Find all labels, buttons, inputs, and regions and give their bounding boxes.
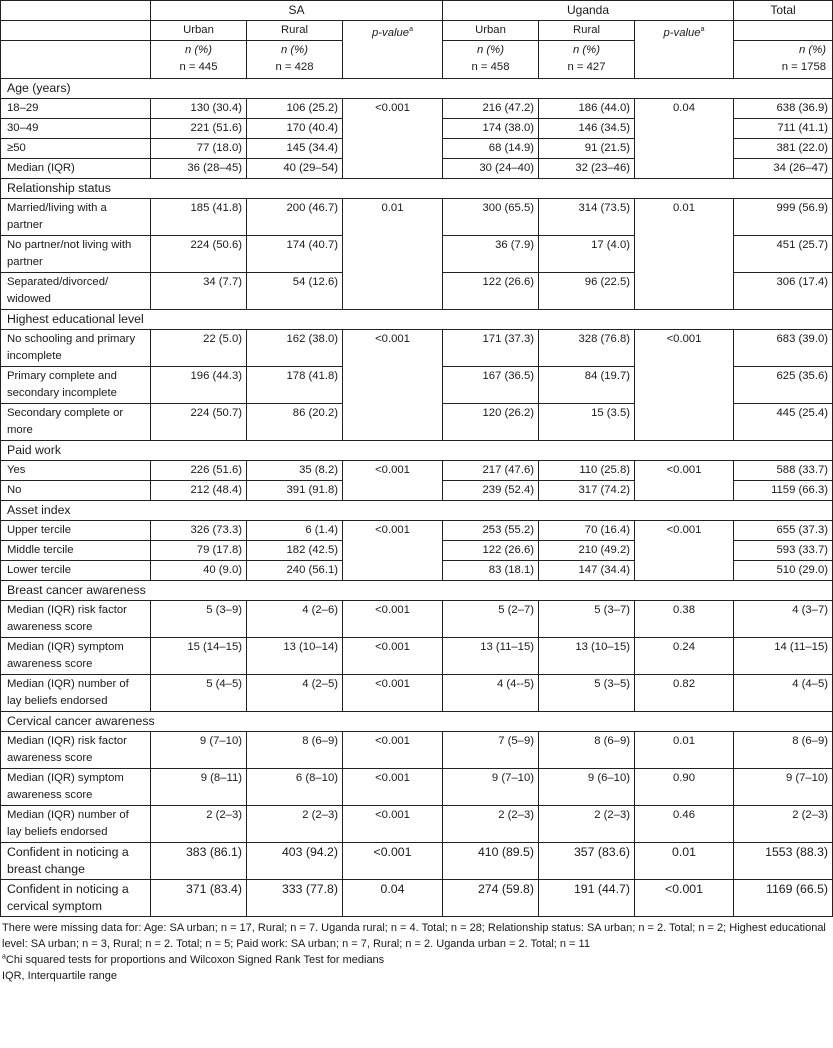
sa-pvalue: <0.001 bbox=[343, 675, 443, 712]
row-label: Median (IQR) bbox=[1, 159, 151, 179]
sa-rural-value: 178 (41.8) bbox=[247, 367, 343, 404]
ug-rural-value: 5 (3–5) bbox=[539, 675, 635, 712]
ug-urban-value: 171 (37.3) bbox=[443, 330, 539, 367]
ug-urban-value: 13 (11–15) bbox=[443, 638, 539, 675]
ug-pvalue: <0.001 bbox=[635, 461, 734, 501]
sa-pvalue: <0.001 bbox=[343, 843, 443, 880]
sa-rural-value: 35 (8.2) bbox=[247, 461, 343, 481]
sa-rural-value: 182 (42.5) bbox=[247, 541, 343, 561]
sa-rural-value: 391 (91.8) bbox=[247, 481, 343, 501]
total-value: 588 (33.7) bbox=[734, 461, 833, 481]
ug-urban-value: 122 (26.6) bbox=[443, 541, 539, 561]
sa-urban-value: 9 (8–11) bbox=[151, 769, 247, 806]
footnote-tests: $^a$Chi squared tests for proportions and Wilcoxon Signed Rank Test for medians bbox=[2, 953, 385, 966]
total-value: 8 (6–9) bbox=[734, 732, 833, 769]
sa-urban-value: 5 (3–9) bbox=[151, 601, 247, 638]
ug-urban-value: 300 (65.5) bbox=[443, 199, 539, 236]
row-label: 18–29 bbox=[1, 99, 151, 119]
total-value: 711 (41.1) bbox=[734, 119, 833, 139]
header-ug-pvalue: p-value$^a$ bbox=[635, 21, 734, 79]
sa-pvalue: <0.001 bbox=[343, 521, 443, 581]
sa-rural-value: 403 (94.2) bbox=[247, 843, 343, 880]
section-header bbox=[1, 79, 833, 99]
total-value: 1553 (88.3) bbox=[734, 843, 833, 880]
sa-urban-value: 9 (7–10) bbox=[151, 732, 247, 769]
ug-rural-value: 5 (3–7) bbox=[539, 601, 635, 638]
row-label: Secondary complete or more bbox=[1, 404, 151, 441]
header-ug-urban-n: n (%) n = 458 bbox=[443, 41, 539, 79]
ug-rural-value: 147 (34.4) bbox=[539, 561, 635, 581]
header-sa-urban: Urban bbox=[151, 21, 247, 41]
row-label: Primary complete and secondary incomplete bbox=[1, 367, 151, 404]
ug-rural-value: 8 (6–9) bbox=[539, 732, 635, 769]
ug-rural-value: 70 (16.4) bbox=[539, 521, 635, 541]
sa-urban-value: 196 (44.3) bbox=[151, 367, 247, 404]
ug-urban-value: 120 (26.2) bbox=[443, 404, 539, 441]
total-value: 683 (39.0) bbox=[734, 330, 833, 367]
row-label: Middle tercile bbox=[1, 541, 151, 561]
table-row bbox=[1, 806, 833, 843]
header-row-country bbox=[1, 1, 833, 21]
ug-pvalue: 0.46 bbox=[635, 806, 734, 843]
ug-rural-value: 191 (44.7) bbox=[539, 880, 635, 917]
sa-pvalue: <0.001 bbox=[343, 461, 443, 501]
table-footnotes bbox=[0, 917, 830, 984]
total-value: 638 (36.9) bbox=[734, 99, 833, 119]
sa-urban-value: 130 (30.4) bbox=[151, 99, 247, 119]
table-row bbox=[1, 99, 833, 119]
total-value: 34 (26–47) bbox=[734, 159, 833, 179]
sa-pvalue: 0.04 bbox=[343, 880, 443, 917]
ug-rural-value: 146 (34.5) bbox=[539, 119, 635, 139]
sa-rural-value: 54 (12.6) bbox=[247, 273, 343, 310]
sa-urban-value: 326 (73.3) bbox=[151, 521, 247, 541]
sa-rural-value: 6 (8–10) bbox=[247, 769, 343, 806]
ug-rural-value: 84 (19.7) bbox=[539, 367, 635, 404]
ug-rural-value: 2 (2–3) bbox=[539, 806, 635, 843]
ug-urban-value: 167 (36.5) bbox=[443, 367, 539, 404]
sa-rural-value: 170 (40.4) bbox=[247, 119, 343, 139]
sa-rural-value: 40 (29–54) bbox=[247, 159, 343, 179]
row-label: Married/living with a partner bbox=[1, 199, 151, 236]
ug-urban-value: 174 (38.0) bbox=[443, 119, 539, 139]
ug-pvalue: <0.001 bbox=[635, 880, 734, 917]
sa-rural-value: 4 (2–6) bbox=[247, 601, 343, 638]
ug-urban-value: 5 (2–7) bbox=[443, 601, 539, 638]
header-ug-urban: Urban bbox=[443, 21, 539, 41]
header-total-n: n (%) n = 1758 bbox=[734, 41, 833, 79]
ug-rural-value: 17 (4.0) bbox=[539, 236, 635, 273]
footnote-iqr: IQR, Interquartile range bbox=[2, 970, 117, 982]
sa-urban-value: 221 (51.6) bbox=[151, 119, 247, 139]
row-label: Lower tercile bbox=[1, 561, 151, 581]
sa-urban-value: 40 (9.0) bbox=[151, 561, 247, 581]
header-empty-cell bbox=[1, 1, 151, 21]
sa-pvalue: <0.001 bbox=[343, 330, 443, 441]
table-row bbox=[1, 461, 833, 481]
ug-pvalue: 0.01 bbox=[635, 732, 734, 769]
table-row bbox=[1, 769, 833, 806]
ug-urban-value: 30 (24–40) bbox=[443, 159, 539, 179]
ug-pvalue: 0.38 bbox=[635, 601, 734, 638]
sa-urban-value: 212 (48.4) bbox=[151, 481, 247, 501]
ug-urban-value: 7 (5–9) bbox=[443, 732, 539, 769]
ug-urban-value: 274 (59.8) bbox=[443, 880, 539, 917]
total-value: 4 (3–7) bbox=[734, 601, 833, 638]
sa-urban-value: 224 (50.6) bbox=[151, 236, 247, 273]
sa-urban-value: 226 (51.6) bbox=[151, 461, 247, 481]
header-sa-rural-n: n (%) n = 428 bbox=[247, 41, 343, 79]
ug-urban-value: 216 (47.2) bbox=[443, 99, 539, 119]
sa-rural-value: 162 (38.0) bbox=[247, 330, 343, 367]
row-label: Median (IQR) risk factor awareness score bbox=[1, 732, 151, 769]
footnote-missing-data: There were missing data for: Age: SA urban; n = 17, Rural; n = 7. Uganda rural; n = 4. Total; n = 28; Relationship status: SA urban; n = 2. Total; n = 2; Highest educational level: SA urban; n = 3, Rural; n = 2. Total; n = 5; Paid work: SA urban; n = 7, Rural; n = 2. Uganda urban = 2. Total; n = 11 bbox=[2, 922, 826, 950]
header-uganda: Uganda bbox=[443, 1, 734, 21]
row-label: Median (IQR) symptom awareness score bbox=[1, 769, 151, 806]
sa-urban-value: 224 (50.7) bbox=[151, 404, 247, 441]
row-label: 30–49 bbox=[1, 119, 151, 139]
total-value: 510 (29.0) bbox=[734, 561, 833, 581]
ug-rural-value: 13 (10–15) bbox=[539, 638, 635, 675]
ug-pvalue: 0.01 bbox=[635, 843, 734, 880]
table-row bbox=[1, 675, 833, 712]
header-ug-rural: Rural bbox=[539, 21, 635, 41]
ug-urban-value: 2 (2–3) bbox=[443, 806, 539, 843]
header-sa: SA bbox=[151, 1, 443, 21]
ug-urban-value: 253 (55.2) bbox=[443, 521, 539, 541]
table-row bbox=[1, 330, 833, 367]
section-header bbox=[1, 581, 833, 601]
sa-rural-value: 240 (56.1) bbox=[247, 561, 343, 581]
section-title: Cervical cancer awareness bbox=[1, 712, 833, 732]
sa-pvalue: 0.01 bbox=[343, 199, 443, 310]
header-row-setting bbox=[1, 21, 833, 41]
row-label: Median (IQR) number of lay beliefs endorsed bbox=[1, 806, 151, 843]
table-row bbox=[1, 732, 833, 769]
total-value: 1169 (66.5) bbox=[734, 880, 833, 917]
row-label: Separated/divorced/ widowed bbox=[1, 273, 151, 310]
row-label: Confident in noticing a breast change bbox=[1, 843, 151, 880]
ug-rural-value: 210 (49.2) bbox=[539, 541, 635, 561]
ug-urban-value: 239 (52.4) bbox=[443, 481, 539, 501]
total-value: 999 (56.9) bbox=[734, 199, 833, 236]
ug-urban-value: 68 (14.9) bbox=[443, 139, 539, 159]
section-header bbox=[1, 501, 833, 521]
sa-rural-value: 333 (77.8) bbox=[247, 880, 343, 917]
ug-pvalue: 0.04 bbox=[635, 99, 734, 179]
ug-rural-value: 15 (3.5) bbox=[539, 404, 635, 441]
section-header bbox=[1, 179, 833, 199]
sa-rural-value: 174 (40.7) bbox=[247, 236, 343, 273]
sa-urban-value: 185 (41.8) bbox=[151, 199, 247, 236]
sa-rural-value: 8 (6–9) bbox=[247, 732, 343, 769]
ug-rural-value: 91 (21.5) bbox=[539, 139, 635, 159]
sa-urban-value: 77 (18.0) bbox=[151, 139, 247, 159]
sa-pvalue: <0.001 bbox=[343, 638, 443, 675]
sa-urban-value: 5 (4–5) bbox=[151, 675, 247, 712]
section-title: Asset index bbox=[1, 501, 833, 521]
total-value: 2 (2–3) bbox=[734, 806, 833, 843]
sa-rural-value: 2 (2–3) bbox=[247, 806, 343, 843]
section-header bbox=[1, 712, 833, 732]
total-value: 445 (25.4) bbox=[734, 404, 833, 441]
table-row bbox=[1, 843, 833, 880]
ug-rural-value: 96 (22.5) bbox=[539, 273, 635, 310]
table-row bbox=[1, 199, 833, 236]
ug-urban-value: 4 (4--5) bbox=[443, 675, 539, 712]
section-title: Relationship status bbox=[1, 179, 833, 199]
header-sa-urban-n: n (%) n = 445 bbox=[151, 41, 247, 79]
row-label: Confident in noticing a cervical symptom bbox=[1, 880, 151, 917]
total-value: 451 (25.7) bbox=[734, 236, 833, 273]
sa-rural-value: 6 (1.4) bbox=[247, 521, 343, 541]
total-value: 306 (17.4) bbox=[734, 273, 833, 310]
ug-rural-value: 110 (25.8) bbox=[539, 461, 635, 481]
sa-pvalue: <0.001 bbox=[343, 806, 443, 843]
sa-pvalue: <0.001 bbox=[343, 99, 443, 179]
row-label: No schooling and primary incomplete bbox=[1, 330, 151, 367]
section-title: Highest educational level bbox=[1, 310, 833, 330]
sa-pvalue: <0.001 bbox=[343, 769, 443, 806]
section-header bbox=[1, 441, 833, 461]
section-title: Age (years) bbox=[1, 79, 833, 99]
total-value: 14 (11–15) bbox=[734, 638, 833, 675]
table-row bbox=[1, 880, 833, 917]
header-total: Total bbox=[734, 1, 833, 21]
ug-rural-value: 314 (73.5) bbox=[539, 199, 635, 236]
sa-rural-value: 106 (25.2) bbox=[247, 99, 343, 119]
sa-pvalue: <0.001 bbox=[343, 601, 443, 638]
section-title: Paid work bbox=[1, 441, 833, 461]
row-label: Yes bbox=[1, 461, 151, 481]
table-row bbox=[1, 521, 833, 541]
ug-urban-value: 9 (7–10) bbox=[443, 769, 539, 806]
ug-urban-value: 217 (47.6) bbox=[443, 461, 539, 481]
sa-urban-value: 2 (2–3) bbox=[151, 806, 247, 843]
total-value: 9 (7–10) bbox=[734, 769, 833, 806]
ug-pvalue: 0.24 bbox=[635, 638, 734, 675]
total-value: 381 (22.0) bbox=[734, 139, 833, 159]
ug-pvalue: 0.01 bbox=[635, 199, 734, 310]
sa-urban-value: 79 (17.8) bbox=[151, 541, 247, 561]
ug-rural-value: 328 (76.8) bbox=[539, 330, 635, 367]
total-value: 1159 (66.3) bbox=[734, 481, 833, 501]
total-value: 4 (4–5) bbox=[734, 675, 833, 712]
ug-rural-value: 186 (44.0) bbox=[539, 99, 635, 119]
sa-pvalue: <0.001 bbox=[343, 732, 443, 769]
section-header bbox=[1, 310, 833, 330]
row-label: No partner/not living with partner bbox=[1, 236, 151, 273]
ug-urban-value: 83 (18.1) bbox=[443, 561, 539, 581]
row-label: ≥50 bbox=[1, 139, 151, 159]
ug-rural-value: 9 (6–10) bbox=[539, 769, 635, 806]
ug-urban-value: 36 (7.9) bbox=[443, 236, 539, 273]
sa-urban-value: 371 (83.4) bbox=[151, 880, 247, 917]
ug-pvalue: <0.001 bbox=[635, 521, 734, 581]
row-label: Upper tercile bbox=[1, 521, 151, 541]
ug-pvalue: <0.001 bbox=[635, 330, 734, 441]
ug-rural-value: 32 (23–46) bbox=[539, 159, 635, 179]
sa-urban-value: 383 (86.1) bbox=[151, 843, 247, 880]
header-ug-rural-n: n (%) n = 427 bbox=[539, 41, 635, 79]
row-label: No bbox=[1, 481, 151, 501]
table-row bbox=[1, 601, 833, 638]
row-label: Median (IQR) risk factor awareness score bbox=[1, 601, 151, 638]
total-value: 625 (35.6) bbox=[734, 367, 833, 404]
sa-rural-value: 13 (10–14) bbox=[247, 638, 343, 675]
sa-rural-value: 145 (34.4) bbox=[247, 139, 343, 159]
ug-pvalue: 0.82 bbox=[635, 675, 734, 712]
sa-urban-value: 34 (7.7) bbox=[151, 273, 247, 310]
ug-rural-value: 317 (74.2) bbox=[539, 481, 635, 501]
table-row bbox=[1, 638, 833, 675]
ug-rural-value: 357 (83.6) bbox=[539, 843, 635, 880]
header-sa-pvalue: p-value$^a$ bbox=[343, 21, 443, 79]
sa-urban-value: 15 (14–15) bbox=[151, 638, 247, 675]
ug-urban-value: 122 (26.6) bbox=[443, 273, 539, 310]
header-sa-rural: Rural bbox=[247, 21, 343, 41]
section-title: Breast cancer awareness bbox=[1, 581, 833, 601]
sa-urban-value: 36 (28–45) bbox=[151, 159, 247, 179]
total-value: 593 (33.7) bbox=[734, 541, 833, 561]
ug-pvalue: 0.90 bbox=[635, 769, 734, 806]
row-label: Median (IQR) number of lay beliefs endorsed bbox=[1, 675, 151, 712]
sa-rural-value: 4 (2–5) bbox=[247, 675, 343, 712]
ug-urban-value: 410 (89.5) bbox=[443, 843, 539, 880]
total-value: 655 (37.3) bbox=[734, 521, 833, 541]
row-label: Median (IQR) symptom awareness score bbox=[1, 638, 151, 675]
sa-urban-value: 22 (5.0) bbox=[151, 330, 247, 367]
sa-rural-value: 86 (20.2) bbox=[247, 404, 343, 441]
sa-rural-value: 200 (46.7) bbox=[247, 199, 343, 236]
